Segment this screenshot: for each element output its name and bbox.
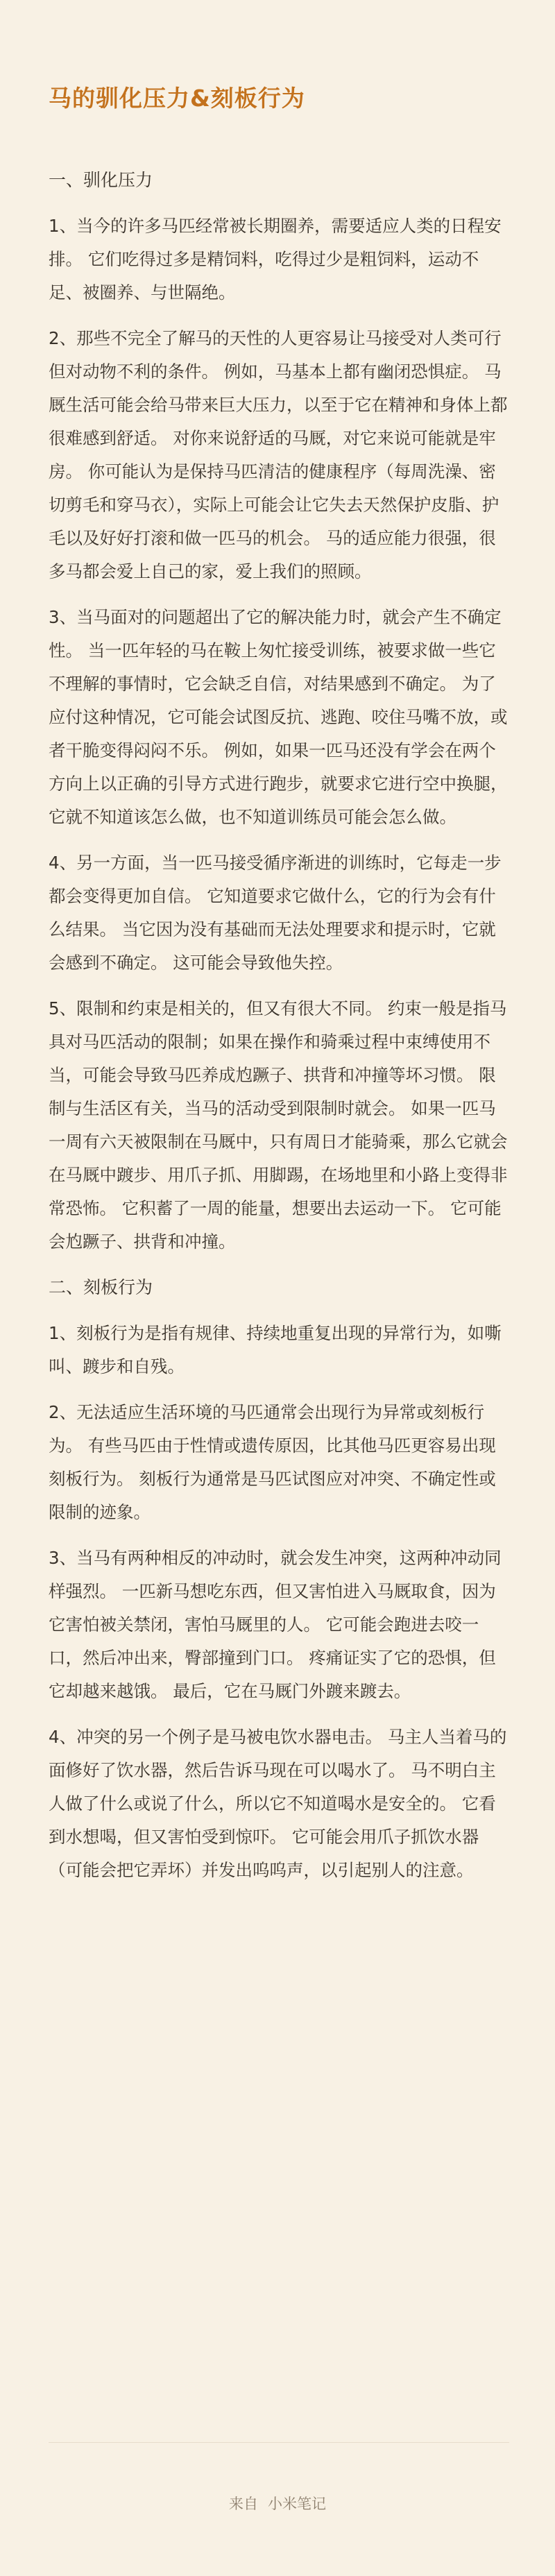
paragraph: 5、限制和约束是相关的，但又有很大不同。 约束一般是指马具对马匹活动的限制；如果在操作和骑乘过程中束缚使用不当，可能会导致马匹养成尥蹶子、拱背和冲撞等坏习惯。 限制与生活区有关，当马的活动受到限制时就会。 如果一匹马一周有六天被限制在马厩中，只有周日才能骑乘，那么它就会在马厩中踱步、用爪子抓、用脚踢，在场地里和小路上变得非常恐怖。 它积蓄了一周的能量，想要出去运动一下。 它可能会尥蹶子、拱背和冲撞。 xyxy=(49,998,508,1252)
note-title: 马的驯化压力&刻板行为 xyxy=(49,85,305,112)
paragraph: 3、当马有两种相反的冲动时，就会发生冲突，这两种冲动同样强烈。 一匹新马想吃东西，但又害怕进入马厩取食，因为它害怕被关禁闭，害怕马厩里的人。 它可能会跑进去咬一口，然后冲出来，臀部撞到门口。 疼痛证实了它的恐惧，但它却越来越饿。 最后，它在马厩门外踱来踱去。 xyxy=(49,1548,502,1701)
paragraph: 4、另一方面，当一匹马接受循序渐进的训练时，它每走一步都会变得更加自信。 它知道要求它做什么，它的行为会有什么结果。 当它因为没有基础而无法处理要求和提示时，它就会感到不确定。 这可能会导致他失控。 xyxy=(49,853,502,973)
footer-divider xyxy=(49,2442,509,2443)
note-source-footer xyxy=(0,2493,555,2514)
paragraph: 2、无法适应生活环境的马匹通常会出现行为异常或刻板行为。 有些马匹由于性情或遗传原因，比其他马匹更容易出现刻板行为。 刻板行为通常是马匹试图应对冲突、不确定性或限制的迹象。 xyxy=(49,1402,496,1522)
section-heading-stereotypy: 二、刻板行为 xyxy=(49,1277,153,1297)
paragraph: 3、当马面对的问题超出了它的解决能力时，就会产生不确定性。 当一匹年轻的马在鞍上匆忙接受训练，被要求做一些它不理解的事情时，它会缺乏自信，对结果感到不确定。 为了应付这种情况，它可能会试图反抗、逃跑、咬住马嘴不放，或者干脆变得闷闷不乐。 例如，如果一匹马还没有学会在两个方向上以正确的引导方式进行跑步，就要求它进行空中换腿，它就不知道该怎么做，也不知道训练员可能会怎么做。 xyxy=(49,607,508,827)
paragraph: 1、当今的许多马匹经常被长期圈养，需要适应人类的日程安排。 它们吃得过多是精饲料，吃得过少是粗饲料，运动不足、被圈养、与世隔绝。 xyxy=(49,216,502,302)
paragraph: 1、刻板行为是指有规律、持续地重复出现的异常行为，如嘶叫、踱步和自残。 xyxy=(49,1323,502,1376)
footer-source-app: 小米笔记 xyxy=(268,2496,326,2512)
note-body xyxy=(49,164,509,1887)
paragraph: 2、那些不完全了解马的天性的人更容易让马接受对人类可行但对动物不利的条件。 例如，马基本上都有幽闭恐惧症。 马厩生活可能会给马带来巨大压力，以至于它在精神和身体上都很难感到舒适。 对你来说舒适的马厩，对它来说可能就是牢房。 你可能认为是保持马匹清洁的健康程序（每周洗澡、密切剪毛和穿马衣），实际上可能会让它失去天然保护皮脂、护毛以及好好打滚和做一匹马的机会。 马的适应能力很强，很多马都会爱上自己的家，爱上我们的照顾。 xyxy=(49,328,508,581)
paragraph: 4、冲突的另一个例子是马被电饮水器电击。 马主人当着马的面修好了饮水器，然后告诉马现在可以喝水了。 马不明白主人做了什么或说了什么，所以它不知道喝水是安全的。 它看到水想喝，但又害怕受到惊吓。 它可能会用爪子抓饮水器（可能会把它弄坏）并发出呜呜声，以引起别人的注意。 xyxy=(49,1727,507,1880)
section-heading-domestication: 一、驯化压力 xyxy=(49,170,153,190)
footer-prefix: 来自 xyxy=(229,2496,258,2512)
